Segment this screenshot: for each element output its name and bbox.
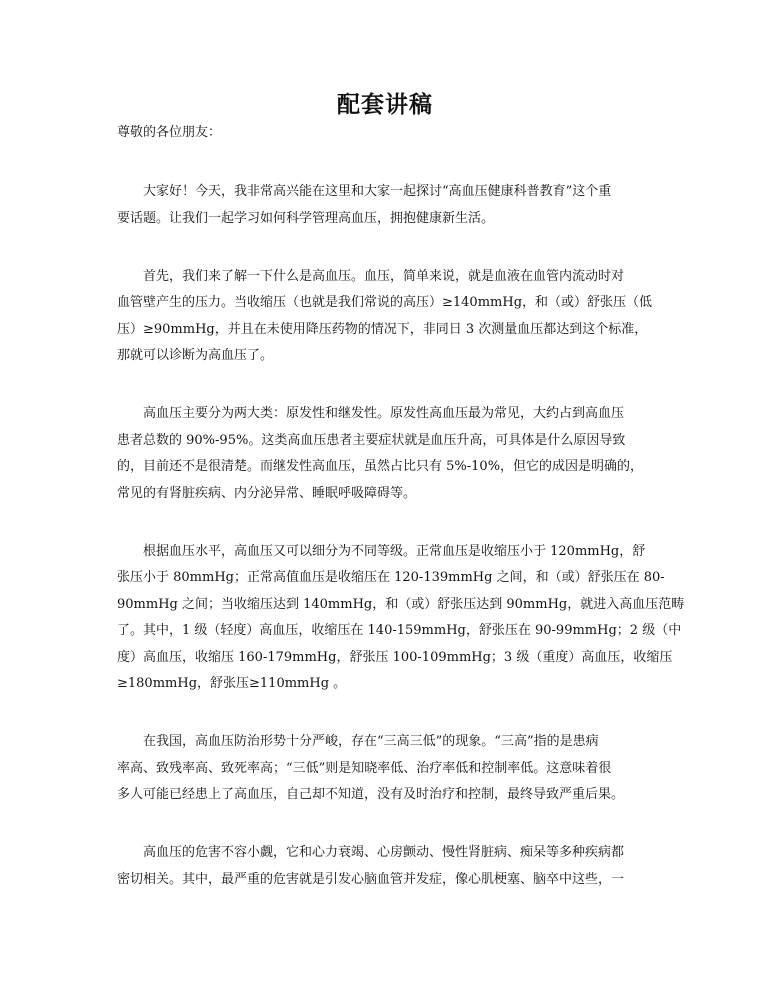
page-title: 配套讲稿 bbox=[337, 91, 433, 118]
paragraph-line: 要话题。让我们一起学习如何科学管理高血压，拥抱健康新生活。 bbox=[117, 211, 495, 226]
paragraph-line: 那就可以诊断为高血压了。 bbox=[117, 348, 274, 363]
paragraph-line: 压）≥90mmHg，并且在未使用降压药物的情况下，非同日 3 次测量血压都达到这个标准， bbox=[117, 322, 648, 337]
paragraph-line: 90mmHg 之间；当收缩压达到 140mmHg，和（或）舒张压达到 90mmHg，就进入高血压范畴 bbox=[117, 597, 685, 612]
paragraph-line: 多人可能已经患上了高血压，自己却不知道，没有及时治疗和控制，最终导致严重后果。 bbox=[117, 787, 625, 802]
paragraph-line: 常见的有肾脏疾病、内分泌异常、睡眠呼吸障碍等。 bbox=[117, 486, 417, 501]
greeting: 尊敬的各位朋友： bbox=[117, 125, 222, 140]
paragraph-line: 大家好！今天，我非常高兴能在这里和大家一起探讨“高血压健康科普教育”这个重 bbox=[117, 184, 612, 199]
paragraph-line: 患者总数的 90%-95%。这类高血压患者主要症状就是血压升高，可具体是什么原因导致 bbox=[117, 433, 626, 448]
paragraph-line: 血管壁产生的压力。当收缩压（也就是我们常说的高压）≥140mmHg，和（或）舒张压（低 bbox=[117, 295, 653, 310]
paragraph-line: 度）高血压，收缩压 160-179mmHg，舒张压 100-109mmHg；3 级（重度）高血压，收缩压 bbox=[117, 650, 673, 665]
paragraph-line: 在我国，高血压防治形势十分严峻，存在“三高三低”的现象。“三高”指的是患病 bbox=[117, 734, 599, 749]
paragraph-line: 高血压主要分为两大类：原发性和继发性。原发性高血压最为常见，大约占到高血压 bbox=[117, 406, 625, 421]
paragraph-line: 根据血压水平，高血压又可以细分为不同等级。正常血压是收缩压小于 120mmHg，舒 bbox=[117, 544, 646, 559]
paragraph-line: 密切相关。其中，最严重的危害就是引发心脑血管并发症，像心肌梗塞、脑卒中这些，一 bbox=[117, 872, 625, 887]
paragraph-line: 的，目前还不是很清楚。而继发性高血压，虽然占比只有 5%-10%，但它的成因是明确的， bbox=[117, 459, 644, 474]
paragraph-line: 张压小于 80mmHg；正常高值血压是收缩压在 120-139mmHg 之间，和（或）舒张压在 80- bbox=[117, 570, 665, 585]
paragraph-line: 高血压的危害不容小觑，它和心力衰竭、心房颤动、慢性肾脏病、痴呆等多种疾病都 bbox=[117, 845, 625, 860]
paragraph-line: 了。其中，1 级（轻度）高血压，收缩压在 140-159mmHg，舒张压在 90-99mmHg；2 级（中 bbox=[117, 623, 682, 638]
paragraph-line: ≥180mmHg，舒张压≥110mmHg 。 bbox=[117, 676, 347, 691]
paragraph-line: 率高、致残率高、致死率高；“三低”则是知晓率低、治疗率低和控制率低。这意味着很 bbox=[117, 761, 612, 776]
paragraph-line: 首先，我们来了解一下什么是高血压。血压，简单来说，就是血液在血管内流动时对 bbox=[117, 269, 625, 284]
